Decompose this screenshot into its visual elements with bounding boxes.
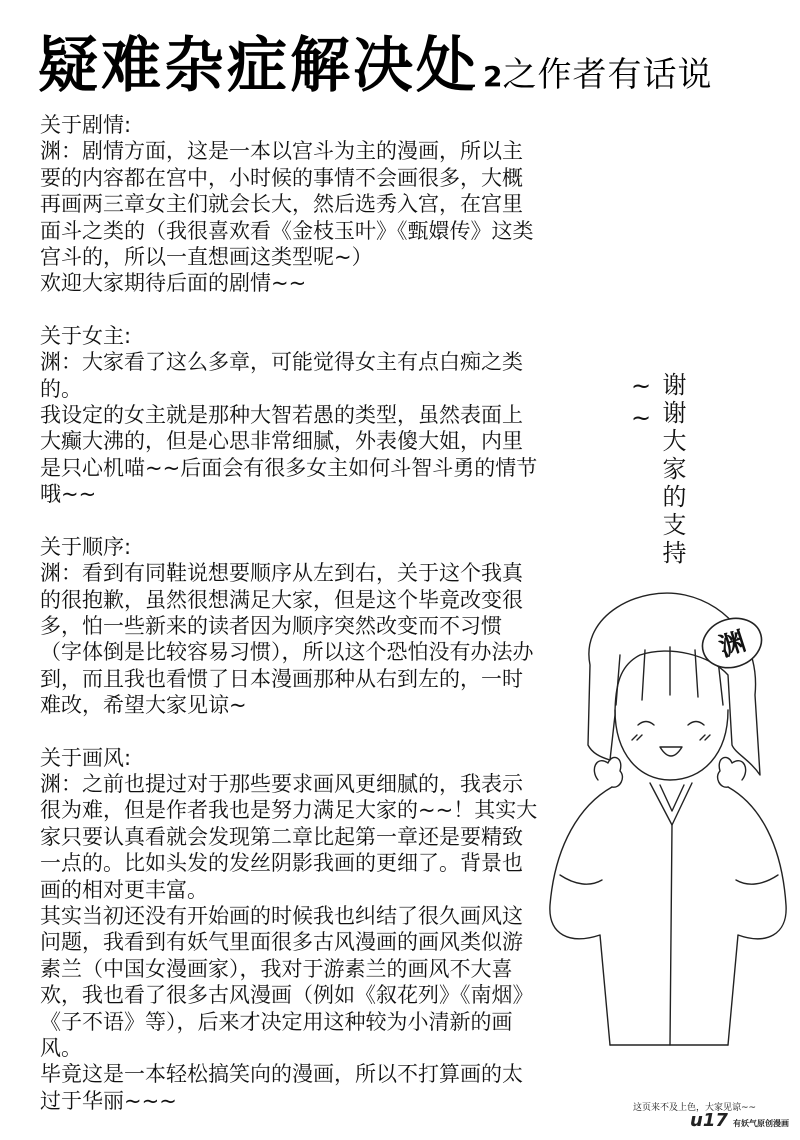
- paragraph: 渊：之前也提过对于那些要求画风更细腻的，我表示很为难，但是作者我也是努力满足大家的~~！其实大家只要认真看就会发现第二章比起第一章还是要精致一点的。比如头发的发丝阴影我画的更细了。背景也画的相对更丰富。: [40, 771, 538, 902]
- site-logo: [690, 1110, 789, 1131]
- section-plot: [40, 112, 540, 297]
- section-heading: 关于画风:: [40, 745, 132, 770]
- section-heading: 关于剧情:: [40, 113, 132, 137]
- section-heading: 关于顺序:: [40, 534, 132, 559]
- paragraph: 毕竟这是一本轻松搞笑向的漫画，所以不打算画的太过于华丽~~~: [40, 1062, 523, 1113]
- title-subtitle: 之作者有话说: [502, 55, 713, 95]
- footer-note: 这页来不及上色，大家见谅~~: [633, 1103, 757, 1113]
- title-main: 疑难杂症解决处: [38, 31, 479, 101]
- paragraph: 我设定的女主就是那种大智若愚的类型，虽然表面上大癫大沸的，但是心思非常细腻，外表傻大姐，内里是只心机喵~~后面会有很多女主如何斗智斗勇的情节哦~~: [40, 403, 538, 507]
- logo-text: 有妖气原创漫画: [732, 1119, 789, 1128]
- section-order: [40, 534, 540, 719]
- page-title: [38, 18, 712, 104]
- paragraph: 渊：看到有同鞋说想要顺序从左到右，关于这个我真的很抱歉，虽然很想满足大家，但是这个毕竟改变很多，怕一些新来的读者因为顺序突然改变而不习惯（字体倒是比较容易习惯），所以这个恐怕没有办法办到，而且我也看惯了日本漫画那种从右到左的，一时难改，希望大家见谅~: [40, 561, 534, 718]
- paragraph: 渊：大家看了这么多章，可能觉得女主有点白痴之类的。: [40, 350, 523, 401]
- paragraph: 其实当初还没有开始画的时候我也纠结了很久画风这问题，我看到有妖气里面很多古风漫画的画风类似游素兰（中国女漫画家），我对于游素兰的画风不大喜欢，我也看了很多古风漫画（例如《叙花列》《南烟》《子不语》等），后来才决定用这种较为小清新的画风。: [40, 903, 534, 1060]
- paragraph: 渊：剧情方面，这是一本以宫斗为主的漫画，所以主要的内容都在宫中，小时候的事情不会画很多，大概再画两三章女主们就会长大，然后选秀入宫，在宫里面斗之类的（我很喜欢看《金枝玉叶》《甄嬛传》这类宫斗的，所以一直想画这类型呢~）: [40, 139, 534, 270]
- name-badge-text: 渊: [715, 626, 750, 664]
- section-heading: 关于女主:: [40, 323, 132, 348]
- logo-mark: u17: [690, 1110, 728, 1131]
- article-body: [40, 112, 540, 1140]
- paragraph: 欢迎大家期待后面的剧情~~: [40, 271, 307, 296]
- chibi-girl-illustration: [520, 575, 800, 1075]
- section-art-style: [40, 745, 540, 1115]
- title-number: 2: [483, 60, 503, 93]
- section-heroine: [40, 323, 540, 508]
- side-thanks-note: 谢谢大家的支持~~: [627, 372, 686, 568]
